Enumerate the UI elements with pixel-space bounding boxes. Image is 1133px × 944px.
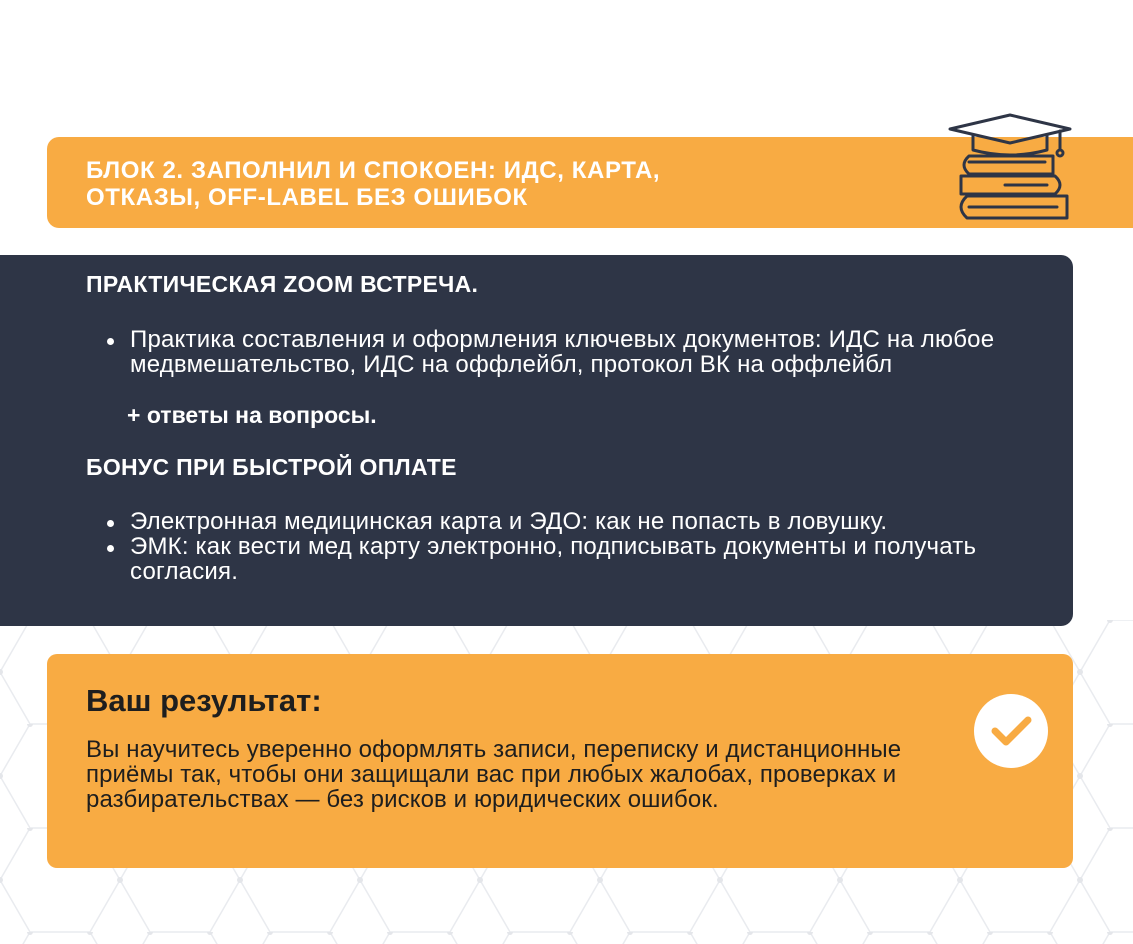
block-title-line-2: ОТКАЗЫ, OFF-LABEL БЕЗ ОШИБОК: [86, 184, 528, 211]
block-title: [86, 157, 846, 211]
check-circle-icon: [974, 694, 1048, 768]
list-item: Практика составления и оформления ключевых документов: ИДС на любое медвмешательство, ИДС на оффлейбл, протокол ВК на оффлейбл: [107, 327, 1037, 377]
result-text: Вы научитесь уверенно оформлять записи, переписку и дистанционные приёмы так, чтобы они защищали вас при любых жалобах, проверках и разбирательствах — без рисков и юридических ошибок.: [86, 736, 902, 813]
zoom-meeting-heading: ПРАКТИЧЕСКАЯ ZOOM ВСТРЕЧА.: [86, 271, 479, 297]
answers-note: + ответы на вопросы.: [127, 402, 377, 428]
result-title: Ваш результат:: [86, 683, 322, 718]
zoom-meeting-list: [107, 327, 1037, 377]
program-block: [0, 255, 1073, 626]
bonus-list: [107, 509, 1037, 584]
result-block: [47, 654, 1073, 868]
graduation-cap-books-icon: [945, 112, 1075, 226]
list-item: Электронная медицинская карта и ЭДО: как не попасть в ловушку.: [107, 509, 1037, 534]
list-item: ЭМК: как вести мед карту электронно, подписывать документы и получать согласия.: [107, 534, 1037, 584]
block-title-line-1: БЛОК 2. ЗАПОЛНИЛ И СПОКОЕН: ИДС, КАРТА,: [86, 157, 661, 184]
bonus-heading: БОНУС ПРИ БЫСТРОЙ ОПЛАТЕ: [86, 454, 457, 480]
